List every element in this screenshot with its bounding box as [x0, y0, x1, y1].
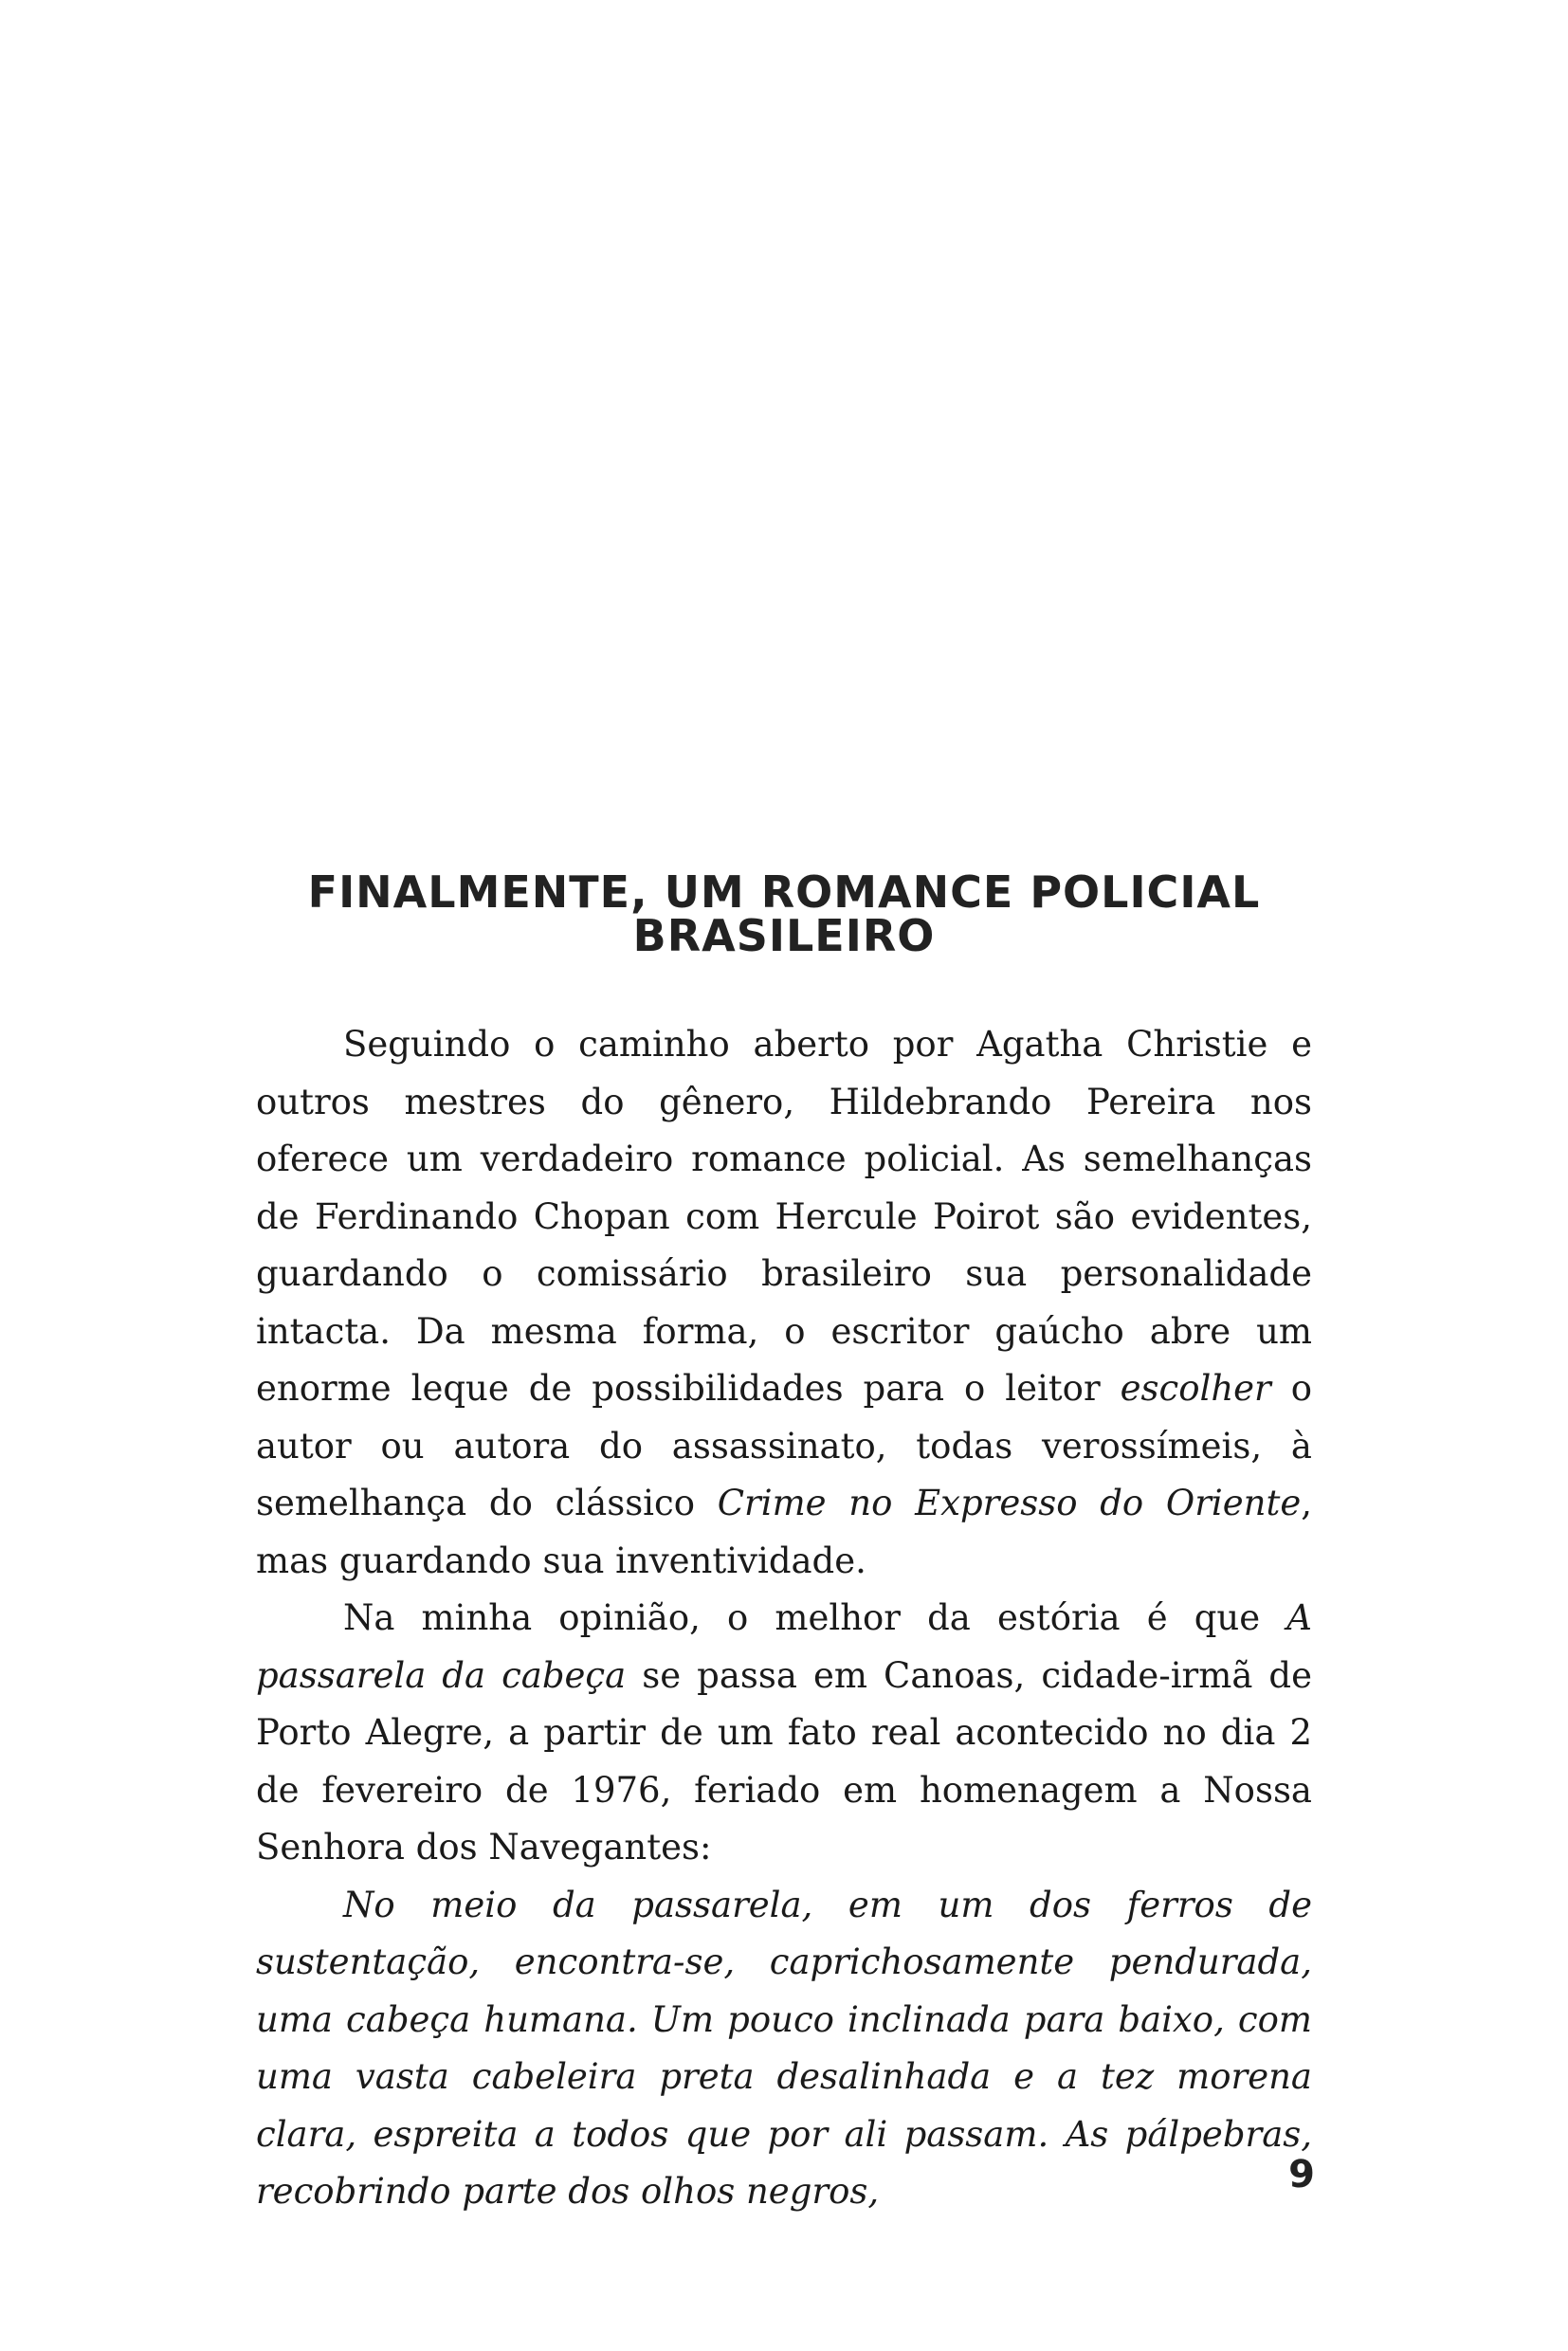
paragraph-1-text-a: Seguindo o caminho aberto por Agatha Christie e outros mestres do gênero, Hildebrando Pereira nos oferece um verdadeiro romance policial. As semelhanças de Ferdinando Chopan com Hercule Poirot são evidentes, guardando o comissário brasileiro sua personalidade intacta. Da mesma forma, o escritor gaúcho abre um enorme leque de possibilidades para o leitor — [256, 1024, 1312, 1409]
paragraph-2-book-title: A passarela da cabeça — [256, 1597, 1312, 1696]
paragraph-2-text-a: Na minha opinião, o melhor da estória é que — [343, 1597, 1287, 1638]
paragraph-1 — [256, 1016, 1312, 1590]
paragraph-1-text-c: , mas guardando sua inventividade. — [256, 1483, 1312, 1581]
paragraph-2 — [256, 1590, 1312, 1877]
paragraph-1-emphasis-escolher: escolher — [1120, 1368, 1271, 1409]
paragraph-1-book-title: Crime no Expresso do Oriente — [717, 1483, 1302, 1523]
page-number: 9 — [1288, 2153, 1315, 2196]
paragraph-3-quote: No meio da passarela, em um dos ferros de sustentação, encontra-se, caprichosamente pendurada, uma cabeça humana. Um pouco inclinada para baixo, com uma vasta cabeleira preta desalinhada e a tez morena clara, espreita a todos que por ali passam. As pálpebras, recobrindo parte dos olhos negros, — [256, 1884, 1312, 2212]
paragraph-2-text-b: se passa em Canoas, cidade-irmã de Porto Alegre, a partir de um fato real acontecido no dia 2 de fevereiro de 1976, feriado em homenagem a Nossa Senhora dos Navegantes: — [256, 1654, 1312, 1868]
paragraph-1-text-b: o autor ou autora do assassinato, todas verossímeis, à semelhança do clássico — [256, 1368, 1312, 1523]
chapter-body — [256, 1016, 1312, 2221]
chapter-title: FINALMENTE, UM ROMANCE POLICIAL BRASILEIRO — [307, 866, 1261, 961]
